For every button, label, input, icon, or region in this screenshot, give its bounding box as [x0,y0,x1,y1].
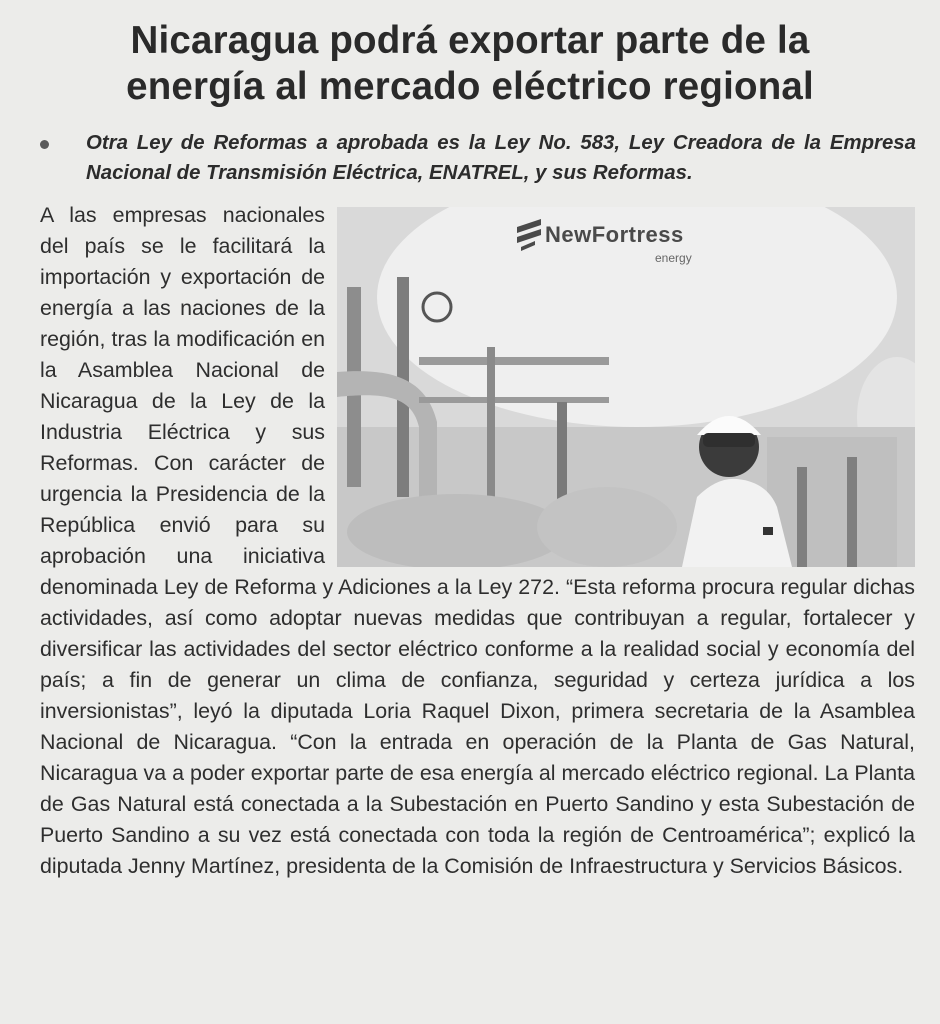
headline-line-2: energía al mercado eléctrico regional [126,65,814,108]
newfortress-logo-icon [515,217,543,251]
photo-logo-subtext: energy [655,251,692,265]
headline-line-1: Nicaragua podrá exportar parte de la [130,19,810,62]
plant-illustration [337,207,915,567]
plant-photo [337,207,915,567]
subhead-bullet-icon [40,140,49,149]
subhead: Otra Ley de Reformas a aprobada es la Ley No. 583, Ley Creadora de la Empresa Nacional de Transmisión Eléctrica, ENATREL, y sus Reformas. [86,132,916,184]
photo-logo-text: NewFortress [545,222,684,247]
article-body-column [40,200,915,882]
article-body-text: A las empresas nacionales del país se le facilitará la importación y exportación de energía a las naciones de la región, tras la modificación en la Asamblea Nacional de Nicaragua de la Ley de la Industria Eléctrica y sus Reformas. Con carácter de urgencia la Presidencia de la República envió para su aprobación una iniciativa denominada Ley de Reforma y Adiciones a la Ley 272. “Esta reforma procura regular dichas actividades, así como adoptar nuevas medidas que contribuyan a regular, fortalecer y diversificar las actividades del sector eléctrico conforme a la realidad social y economía del país; a fin de generar un clima de confianza, seguridad y certeza jurídica a los inversionistas”, leyó la diputada Loria Raquel Dixon, primera secretaria de la Asamblea Nacional de Nicaragua. “Con la entrada en operación de la Planta de Gas Natural, Nicaragua va a poder exportar parte de esa energía al mercado eléctrico regional. La Planta de Gas Natural está conectada a la Subestación en Puerto Sandino y esta Subestación de Puerto Sandino a su vez está conectada con toda la región de Centroamérica”; explicó la diputada Jenny Martínez, presidenta de la Comisión de Infraestructura y Servicios Básicos. [40,203,915,878]
headline [40,18,900,110]
